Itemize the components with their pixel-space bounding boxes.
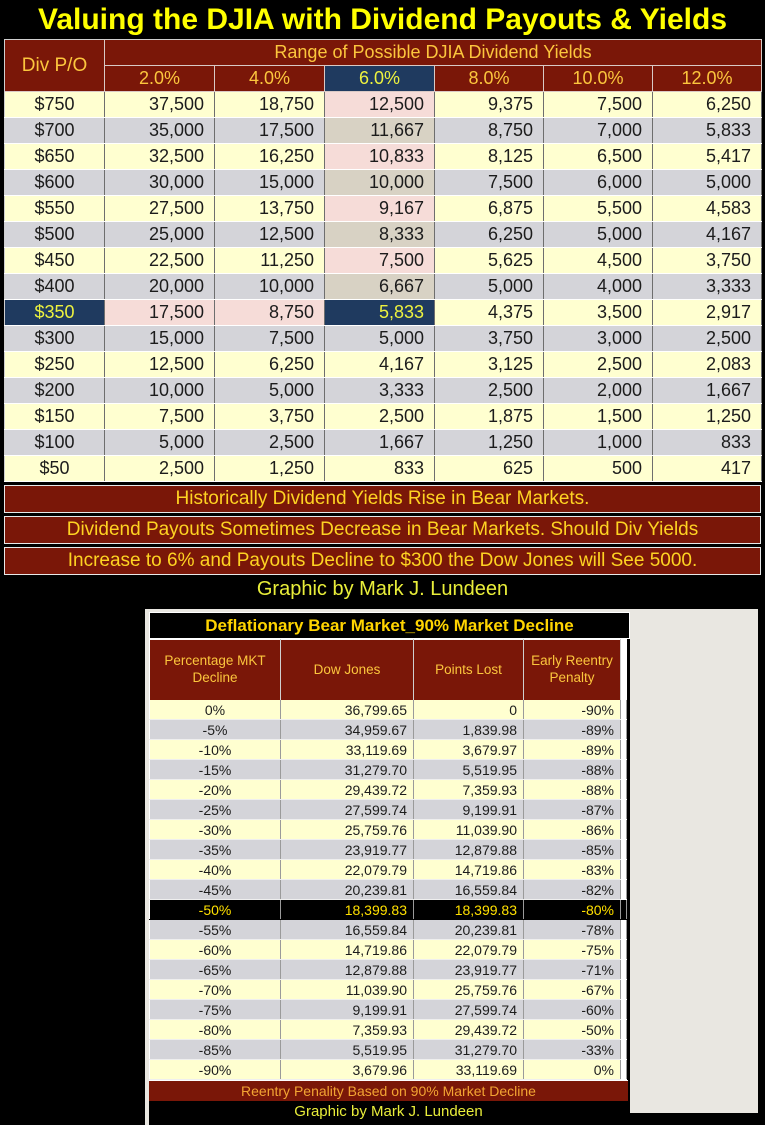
djia-value-cell: 2,500 bbox=[653, 326, 762, 352]
table-row bbox=[5, 352, 762, 378]
djia-value-cell: 7,500 bbox=[105, 404, 215, 430]
payout-row-label: $450 bbox=[5, 248, 105, 274]
filler-cell bbox=[621, 800, 627, 820]
decline-cell: -35% bbox=[150, 840, 281, 860]
djia-value-cell: 8,333 bbox=[325, 222, 435, 248]
djia-value-cell: 12,500 bbox=[105, 352, 215, 378]
djia-value-cell: 3,000 bbox=[544, 326, 653, 352]
table-header-row-2 bbox=[5, 66, 762, 92]
decline-cell: 0% bbox=[150, 700, 281, 720]
djia-value-cell: 8,125 bbox=[435, 144, 544, 170]
table-row bbox=[150, 800, 627, 820]
djia-value-cell: 5,833 bbox=[653, 118, 762, 144]
dow-jones-cell: 22,079.79 bbox=[281, 860, 414, 880]
decline-cell: -75% bbox=[150, 1000, 281, 1020]
penalty-cell: -80% bbox=[524, 900, 621, 920]
djia-value-cell: 2,500 bbox=[325, 404, 435, 430]
penalty-cell: -67% bbox=[524, 980, 621, 1000]
filler-cell bbox=[621, 820, 627, 840]
points-lost-cell: 12,879.88 bbox=[414, 840, 524, 860]
decline-cell: -25% bbox=[150, 800, 281, 820]
djia-value-cell: 5,000 bbox=[435, 274, 544, 300]
djia-value-cell: 833 bbox=[325, 456, 435, 482]
djia-value-cell: 4,583 bbox=[653, 196, 762, 222]
table-row bbox=[5, 430, 762, 456]
djia-value-cell: 4,167 bbox=[325, 352, 435, 378]
dow-jones-cell: 36,799.65 bbox=[281, 700, 414, 720]
filler-cell bbox=[621, 1000, 627, 1020]
reentry-penalty-note: Reentry Penality Based on 90% Market Decline bbox=[149, 1080, 628, 1101]
dow-jones-cell: 33,119.69 bbox=[281, 740, 414, 760]
decline-cell: -20% bbox=[150, 780, 281, 800]
djia-value-cell: 3,750 bbox=[653, 248, 762, 274]
djia-value-cell: 20,000 bbox=[105, 274, 215, 300]
penalty-cell: -83% bbox=[524, 860, 621, 880]
penalty-cell: -85% bbox=[524, 840, 621, 860]
djia-value-cell: 37,500 bbox=[105, 92, 215, 118]
penalty-cell: -90% bbox=[524, 700, 621, 720]
filler-cell bbox=[621, 700, 627, 720]
djia-value-cell: 3,333 bbox=[325, 378, 435, 404]
table-row bbox=[5, 326, 762, 352]
points-lost-cell: 33,119.69 bbox=[414, 1060, 524, 1080]
table-row bbox=[150, 1020, 627, 1040]
filler-cell bbox=[621, 860, 627, 880]
penalty-cell: 0% bbox=[524, 1060, 621, 1080]
djia-value-cell: 15,000 bbox=[215, 170, 325, 196]
payout-row-label: $100 bbox=[5, 430, 105, 456]
djia-value-cell: 7,500 bbox=[325, 248, 435, 274]
table-row bbox=[150, 940, 627, 960]
djia-value-cell: 11,667 bbox=[325, 118, 435, 144]
bottom-sheet-area bbox=[145, 609, 758, 1125]
filler-cell bbox=[621, 740, 627, 760]
points-lost-cell: 20,239.81 bbox=[414, 920, 524, 940]
payout-row-label: $250 bbox=[5, 352, 105, 378]
djia-value-cell: 4,000 bbox=[544, 274, 653, 300]
djia-value-cell: 1,875 bbox=[435, 404, 544, 430]
djia-value-cell: 3,333 bbox=[653, 274, 762, 300]
dow-jones-cell: 3,679.96 bbox=[281, 1060, 414, 1080]
yield-column-header: 2.0% bbox=[105, 66, 215, 92]
dow-jones-cell: 20,239.81 bbox=[281, 880, 414, 900]
table-row bbox=[150, 760, 627, 780]
djia-value-cell: 3,125 bbox=[435, 352, 544, 378]
points-lost-cell: 16,559.84 bbox=[414, 880, 524, 900]
penalty-cell: -50% bbox=[524, 1020, 621, 1040]
djia-value-cell: 2,917 bbox=[653, 300, 762, 326]
djia-value-cell: 5,417 bbox=[653, 144, 762, 170]
bear-market-header-row bbox=[150, 640, 627, 701]
djia-value-cell: 3,750 bbox=[215, 404, 325, 430]
col-header-dow-jones: Dow Jones bbox=[281, 640, 414, 701]
filler-cell bbox=[621, 780, 627, 800]
filler-cell bbox=[621, 980, 627, 1000]
col-header-percentage-mkt-decline: Percentage MKT Decline bbox=[150, 640, 281, 701]
table-row bbox=[5, 248, 762, 274]
page-title: Valuing the DJIA with Dividend Payouts & Yields bbox=[37, 3, 728, 36]
yield-column-header: 8.0% bbox=[435, 66, 544, 92]
djia-value-cell: 6,250 bbox=[435, 222, 544, 248]
djia-value-cell: 12,500 bbox=[215, 222, 325, 248]
djia-value-cell: 5,500 bbox=[544, 196, 653, 222]
djia-value-cell: 417 bbox=[653, 456, 762, 482]
dow-jones-cell: 11,039.90 bbox=[281, 980, 414, 1000]
djia-value-cell: 10,000 bbox=[105, 378, 215, 404]
filler-cell bbox=[621, 900, 627, 920]
djia-value-cell: 6,667 bbox=[325, 274, 435, 300]
djia-value-cell: 13,750 bbox=[215, 196, 325, 222]
djia-value-cell: 7,000 bbox=[544, 118, 653, 144]
penalty-cell: -60% bbox=[524, 1000, 621, 1020]
filler-cell bbox=[621, 920, 627, 940]
payout-row-label: $750 bbox=[5, 92, 105, 118]
djia-value-cell: 1,250 bbox=[435, 430, 544, 456]
yield-column-header: 12.0% bbox=[653, 66, 762, 92]
points-lost-cell: 29,439.72 bbox=[414, 1020, 524, 1040]
djia-value-cell: 5,625 bbox=[435, 248, 544, 274]
payout-row-label: $400 bbox=[5, 274, 105, 300]
penalty-cell: -89% bbox=[524, 740, 621, 760]
table-row bbox=[5, 118, 762, 144]
djia-value-cell: 5,000 bbox=[105, 430, 215, 456]
decline-cell: -70% bbox=[150, 980, 281, 1000]
decline-cell: -5% bbox=[150, 720, 281, 740]
points-lost-cell: 5,519.95 bbox=[414, 760, 524, 780]
table-row bbox=[150, 720, 627, 740]
filler-cell bbox=[621, 940, 627, 960]
table-row bbox=[5, 378, 762, 404]
table-row bbox=[150, 1000, 627, 1020]
penalty-cell: -86% bbox=[524, 820, 621, 840]
penalty-cell: -78% bbox=[524, 920, 621, 940]
table-row bbox=[150, 980, 627, 1000]
points-lost-cell: 14,719.86 bbox=[414, 860, 524, 880]
penalty-cell: -71% bbox=[524, 960, 621, 980]
djia-value-cell: 2,000 bbox=[544, 378, 653, 404]
empty-sheet-panel bbox=[630, 609, 758, 1113]
col-header-early-reentry-penalty: Early Reentry Penalty bbox=[524, 640, 621, 701]
table-row bbox=[150, 700, 627, 720]
payout-row-label: $150 bbox=[5, 404, 105, 430]
points-lost-cell: 11,039.90 bbox=[414, 820, 524, 840]
djia-value-cell: 12,500 bbox=[325, 92, 435, 118]
djia-value-cell: 4,167 bbox=[653, 222, 762, 248]
djia-value-cell: 2,500 bbox=[435, 378, 544, 404]
djia-value-cell: 6,875 bbox=[435, 196, 544, 222]
col-header-points-lost: Points Lost bbox=[414, 640, 524, 701]
decline-cell: -10% bbox=[150, 740, 281, 760]
djia-value-cell: 25,000 bbox=[105, 222, 215, 248]
djia-value-cell: 833 bbox=[653, 430, 762, 456]
filler-column bbox=[621, 640, 627, 701]
djia-value-cell: 16,250 bbox=[215, 144, 325, 170]
table-row bbox=[150, 820, 627, 840]
table-row bbox=[5, 274, 762, 300]
filler-cell bbox=[621, 760, 627, 780]
dow-jones-cell: 12,879.88 bbox=[281, 960, 414, 980]
filler-cell bbox=[621, 960, 627, 980]
djia-value-cell: 6,250 bbox=[215, 352, 325, 378]
filler-cell bbox=[621, 880, 627, 900]
penalty-cell: -89% bbox=[524, 720, 621, 740]
djia-value-cell: 500 bbox=[544, 456, 653, 482]
note-band-3: Increase to 6% and Payouts Decline to $300 the Dow Jones will See 5000. bbox=[4, 547, 761, 575]
group-header-yields: Range of Possible DJIA Dividend Yields bbox=[105, 40, 762, 66]
djia-value-cell: 10,833 bbox=[325, 144, 435, 170]
dow-jones-cell: 31,279.70 bbox=[281, 760, 414, 780]
dow-jones-cell: 27,599.74 bbox=[281, 800, 414, 820]
dow-jones-cell: 18,399.83 bbox=[281, 900, 414, 920]
decline-cell: -55% bbox=[150, 920, 281, 940]
penalty-cell: -75% bbox=[524, 940, 621, 960]
decline-cell: -15% bbox=[150, 760, 281, 780]
filler-cell bbox=[621, 840, 627, 860]
djia-value-cell: 17,500 bbox=[105, 300, 215, 326]
djia-value-cell: 7,500 bbox=[215, 326, 325, 352]
djia-valuation-table bbox=[4, 39, 762, 482]
yield-column-header: 6.0% bbox=[325, 66, 435, 92]
djia-value-cell: 8,750 bbox=[215, 300, 325, 326]
djia-value-cell: 5,000 bbox=[325, 326, 435, 352]
penalty-cell: -82% bbox=[524, 880, 621, 900]
table-row bbox=[150, 1040, 627, 1060]
payout-row-label: $200 bbox=[5, 378, 105, 404]
djia-value-cell: 5,000 bbox=[215, 378, 325, 404]
dow-jones-cell: 25,759.76 bbox=[281, 820, 414, 840]
decline-cell: -85% bbox=[150, 1040, 281, 1060]
payout-row-label: $600 bbox=[5, 170, 105, 196]
table-row bbox=[150, 880, 627, 900]
table-row bbox=[150, 740, 627, 760]
djia-value-cell: 11,250 bbox=[215, 248, 325, 274]
bear-market-table-title: Deflationary Bear Market_90% Market Decline bbox=[149, 612, 630, 639]
payout-row-label: $300 bbox=[5, 326, 105, 352]
djia-value-cell: 9,167 bbox=[325, 196, 435, 222]
djia-value-cell: 15,000 bbox=[105, 326, 215, 352]
table-row bbox=[150, 1060, 627, 1080]
table-row bbox=[5, 222, 762, 248]
djia-value-cell: 5,000 bbox=[544, 222, 653, 248]
djia-value-cell: 1,500 bbox=[544, 404, 653, 430]
table-row bbox=[5, 196, 762, 222]
table-row bbox=[150, 860, 627, 880]
points-lost-cell: 0 bbox=[414, 700, 524, 720]
djia-value-cell: 1,250 bbox=[215, 456, 325, 482]
djia-value-cell: 5,833 bbox=[325, 300, 435, 326]
points-lost-cell: 18,399.83 bbox=[414, 900, 524, 920]
decline-cell: -60% bbox=[150, 940, 281, 960]
points-lost-cell: 25,759.76 bbox=[414, 980, 524, 1000]
djia-value-cell: 7,500 bbox=[544, 92, 653, 118]
payout-row-label: $650 bbox=[5, 144, 105, 170]
yield-column-header: 10.0% bbox=[544, 66, 653, 92]
djia-value-cell: 2,500 bbox=[544, 352, 653, 378]
djia-value-cell: 1,250 bbox=[653, 404, 762, 430]
table-header-row-1 bbox=[5, 40, 762, 66]
table-row bbox=[5, 456, 762, 482]
djia-value-cell: 35,000 bbox=[105, 118, 215, 144]
djia-value-cell: 32,500 bbox=[105, 144, 215, 170]
points-lost-cell: 3,679.97 bbox=[414, 740, 524, 760]
djia-value-cell: 27,500 bbox=[105, 196, 215, 222]
yield-column-header: 4.0% bbox=[215, 66, 325, 92]
djia-value-cell: 6,000 bbox=[544, 170, 653, 196]
penalty-cell: -87% bbox=[524, 800, 621, 820]
djia-value-cell: 9,375 bbox=[435, 92, 544, 118]
credit-line-top: Graphic by Mark J. Lundeen bbox=[256, 578, 509, 600]
djia-value-cell: 2,500 bbox=[105, 456, 215, 482]
djia-value-cell: 1,667 bbox=[653, 378, 762, 404]
djia-value-cell: 2,500 bbox=[215, 430, 325, 456]
table-row bbox=[5, 300, 762, 326]
table-row bbox=[150, 920, 627, 940]
points-lost-cell: 22,079.79 bbox=[414, 940, 524, 960]
decline-cell: -65% bbox=[150, 960, 281, 980]
payout-row-label: $350 bbox=[5, 300, 105, 326]
djia-value-cell: 4,500 bbox=[544, 248, 653, 274]
penalty-cell: -33% bbox=[524, 1040, 621, 1060]
djia-value-cell: 3,500 bbox=[544, 300, 653, 326]
djia-value-cell: 10,000 bbox=[325, 170, 435, 196]
dow-jones-cell: 14,719.86 bbox=[281, 940, 414, 960]
filler-cell bbox=[621, 1060, 627, 1080]
credit-line-bottom: Graphic by Mark J. Lundeen bbox=[149, 1101, 628, 1125]
djia-value-cell: 2,083 bbox=[653, 352, 762, 378]
payout-row-label: $50 bbox=[5, 456, 105, 482]
penalty-cell: -88% bbox=[524, 760, 621, 780]
decline-cell: -45% bbox=[150, 880, 281, 900]
table-row bbox=[5, 144, 762, 170]
djia-value-cell: 17,500 bbox=[215, 118, 325, 144]
djia-value-cell: 8,750 bbox=[435, 118, 544, 144]
djia-value-cell: 625 bbox=[435, 456, 544, 482]
djia-value-cell: 5,000 bbox=[653, 170, 762, 196]
bear-market-table-wrap bbox=[145, 609, 630, 1125]
dow-jones-cell: 29,439.72 bbox=[281, 780, 414, 800]
note-band-1: Historically Dividend Yields Rise in Bear Markets. bbox=[4, 485, 761, 513]
points-lost-cell: 1,839.98 bbox=[414, 720, 524, 740]
table-row bbox=[150, 960, 627, 980]
djia-value-cell: 10,000 bbox=[215, 274, 325, 300]
points-lost-cell: 7,359.93 bbox=[414, 780, 524, 800]
points-lost-cell: 23,919.77 bbox=[414, 960, 524, 980]
table-row bbox=[5, 170, 762, 196]
decline-cell: -50% bbox=[150, 900, 281, 920]
djia-value-cell: 6,250 bbox=[653, 92, 762, 118]
payout-row-label: $550 bbox=[5, 196, 105, 222]
table-row bbox=[150, 900, 627, 920]
djia-value-cell: 3,750 bbox=[435, 326, 544, 352]
djia-value-cell: 30,000 bbox=[105, 170, 215, 196]
bear-market-table bbox=[149, 639, 627, 1080]
filler-cell bbox=[621, 720, 627, 740]
decline-cell: -40% bbox=[150, 860, 281, 880]
dow-jones-cell: 5,519.95 bbox=[281, 1040, 414, 1060]
points-lost-cell: 9,199.91 bbox=[414, 800, 524, 820]
dow-jones-cell: 34,959.67 bbox=[281, 720, 414, 740]
decline-cell: -30% bbox=[150, 820, 281, 840]
dow-jones-cell: 7,359.93 bbox=[281, 1020, 414, 1040]
decline-cell: -80% bbox=[150, 1020, 281, 1040]
djia-value-cell: 4,375 bbox=[435, 300, 544, 326]
table-row bbox=[150, 840, 627, 860]
payout-row-label: $700 bbox=[5, 118, 105, 144]
table-row bbox=[5, 92, 762, 118]
djia-value-cell: 22,500 bbox=[105, 248, 215, 274]
dow-jones-cell: 9,199.91 bbox=[281, 1000, 414, 1020]
djia-value-cell: 18,750 bbox=[215, 92, 325, 118]
djia-value-cell: 1,000 bbox=[544, 430, 653, 456]
dow-jones-cell: 16,559.84 bbox=[281, 920, 414, 940]
table-row bbox=[5, 404, 762, 430]
dow-jones-cell: 23,919.77 bbox=[281, 840, 414, 860]
decline-cell: -90% bbox=[150, 1060, 281, 1080]
points-lost-cell: 27,599.74 bbox=[414, 1000, 524, 1020]
corner-header-div-po: Div P/O bbox=[5, 40, 105, 92]
filler-cell bbox=[621, 1020, 627, 1040]
djia-value-cell: 6,500 bbox=[544, 144, 653, 170]
filler-cell bbox=[621, 1040, 627, 1060]
penalty-cell: -88% bbox=[524, 780, 621, 800]
table-row bbox=[150, 780, 627, 800]
djia-value-cell: 1,667 bbox=[325, 430, 435, 456]
note-band-2: Dividend Payouts Sometimes Decrease in Bear Markets. Should Div Yields bbox=[4, 516, 761, 544]
payout-row-label: $500 bbox=[5, 222, 105, 248]
points-lost-cell: 31,279.70 bbox=[414, 1040, 524, 1060]
djia-value-cell: 7,500 bbox=[435, 170, 544, 196]
